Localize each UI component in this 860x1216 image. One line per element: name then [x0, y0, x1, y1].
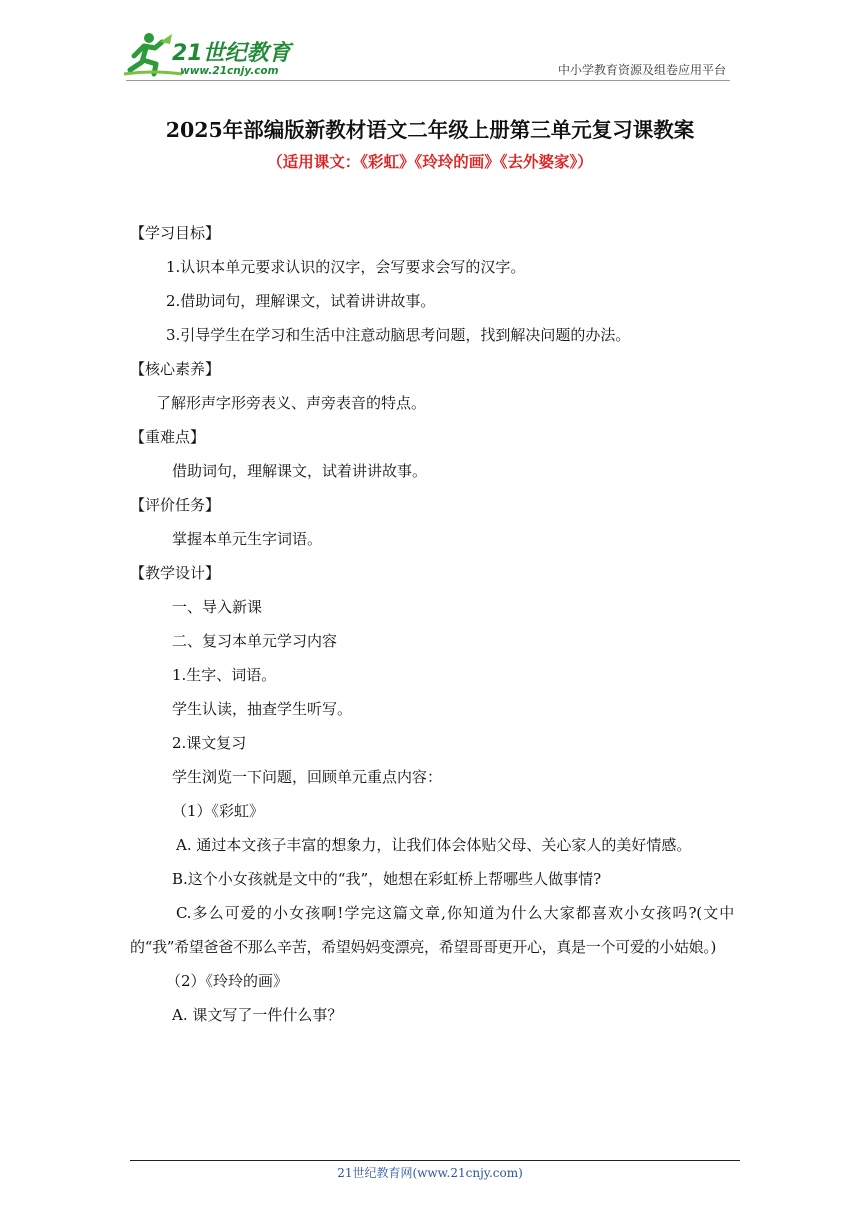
section-heading-key: 【重难点】 [130, 428, 206, 446]
goal-item: 3.引导学生在学习和生活中注意动脑思考问题，找到解决问题的办法。 [166, 326, 631, 344]
key-text: 借助词句，理解课文，试着讲讲故事。 [172, 462, 428, 480]
runner-logo-icon [122, 30, 297, 80]
design-sub-text: 学生认读，抽查学生听写。 [172, 700, 353, 718]
document-title: 2025年部编版新教材语文二年级上册第三单元复习课教案 [165, 118, 695, 142]
section-heading-goals: 【学习目标】 [130, 224, 221, 242]
design-step: 二、复习本单元学习内容 [172, 632, 338, 650]
page-header [0, 0, 860, 90]
eval-text: 掌握本单元生字词语。 [172, 530, 323, 548]
design-sub-item: 1.生字、词语。 [172, 666, 277, 684]
question-line: A. 课文写了一件什么事？ [172, 1006, 343, 1024]
footer-divider [130, 1160, 740, 1161]
goal-item: 2.借助词句，理解课文，试着讲讲故事。 [166, 292, 436, 310]
design-sub-text: 学生浏览一下问题，回顾单元重点内容： [172, 768, 443, 786]
platform-tagline: 中小学教育资源及组卷应用平台 [557, 63, 726, 77]
site-logo[interactable] [122, 30, 297, 80]
question-line: B.这个小女孩就是文中的“我”，她想在彩虹桥上帮哪些人做事情? [172, 870, 602, 888]
section-heading-core: 【核心素养】 [130, 360, 221, 378]
goal-item: 1.认识本单元要求认识的汉字，会写要求会写的汉字。 [166, 258, 526, 276]
design-sub-item: 2.课文复习 [172, 734, 247, 752]
document-subtitle: （适用课文：《彩虹》《玲玲的画》《去外婆家》） [267, 153, 593, 171]
lesson-heading: （2）《玲玲的画》 [166, 972, 289, 990]
logo-url: www.21cnjy.com [180, 65, 279, 77]
question-paragraph: C.多么可爱的小女孩啊!学完这篇文章,你知道为什么大家都喜欢小女孩吗?(文中的“我”希望爸爸不那么辛苦，希望妈妈变漂亮，希望哥哥更开心，真是一个可爱的小姑娘。) [130, 904, 734, 956]
header-divider [126, 80, 730, 81]
lesson-heading: （1）《彩虹》 [172, 802, 265, 820]
document-body [130, 216, 734, 1032]
footer-link[interactable]: 21世纪教育网(www.21cnjy.com) [337, 1166, 523, 1180]
logo-wordmark: 21世纪教育 [172, 41, 291, 66]
question-paragraph: A. 通过本文孩子丰富的想象力，让我们体会体贴父母、关心家人的美好情感。 [176, 836, 692, 854]
section-heading-design: 【教学设计】 [130, 564, 221, 582]
design-step: 一、导入新课 [172, 598, 263, 616]
section-heading-eval: 【评价任务】 [130, 496, 221, 514]
core-text: 了解形声字形旁表义、声旁表音的特点。 [156, 394, 427, 412]
